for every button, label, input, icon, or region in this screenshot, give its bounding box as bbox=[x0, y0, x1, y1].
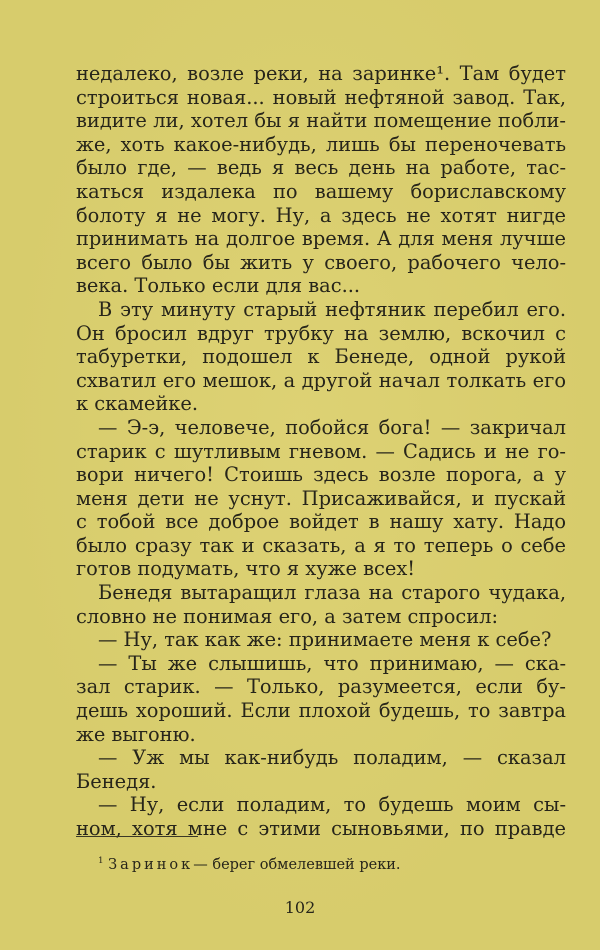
text-line: принимать на долгое время. А для меня лучше bbox=[76, 227, 566, 251]
body-text bbox=[76, 62, 566, 841]
text-line: — Ну, так как же: принимаете меня к себе? bbox=[98, 628, 552, 652]
footnote-term: Заринок bbox=[108, 857, 194, 873]
text-line: дешь хороший. Если плохой будешь, то завтра bbox=[76, 699, 566, 723]
text-line: зал старик. — Только, разумеется, если бу- bbox=[76, 675, 566, 699]
text-line: Бенедя вытаращил глаза на старого чудака, bbox=[98, 581, 566, 605]
text-line: видите ли, хотел бы я найти помещение побли- bbox=[76, 109, 566, 133]
text-line: было сразу так и сказать, а я то теперь о себе bbox=[76, 533, 566, 557]
text-line: ном, хотя мне с этими сыновьями, по правде bbox=[76, 817, 566, 840]
text-line: строиться новая... новый нефтяной завод. Так, bbox=[76, 85, 566, 109]
text-line: — Э-э, человече, побойся бога! — закричал bbox=[98, 415, 566, 439]
text-line: к скамейке. bbox=[76, 392, 199, 416]
text-line: Он бросил вдруг трубку на землю, вскочил с bbox=[76, 321, 566, 345]
text-line: меня дети не уснут. Присаживайся, и пускай bbox=[76, 486, 566, 510]
text-line: было где, — ведь я весь день на работе, тас- bbox=[76, 156, 566, 180]
text-line: недалеко, возле реки, на заринке¹. Там будет bbox=[76, 62, 566, 85]
text-line: старик с шутливым гневом. — Садись и не го- bbox=[76, 439, 566, 463]
text-line: же выгоню. bbox=[76, 722, 196, 746]
text-line: века. Только если для вас... bbox=[76, 274, 361, 298]
text-line: словно не понимая его, а затем спросил: bbox=[76, 604, 499, 628]
footnote-definition: — берег обмелевшей реки. bbox=[193, 857, 401, 873]
footnote bbox=[98, 856, 401, 874]
text-line: же, хоть какое-нибудь, лишь бы переночевать bbox=[76, 132, 566, 156]
text-line: готов подумать, что я хуже всех! bbox=[76, 557, 416, 581]
page-number: 102 bbox=[284, 898, 316, 917]
text-line: болоту я не могу. Ну, а здесь не хотят нигде bbox=[76, 203, 566, 227]
text-line: Бенедя. bbox=[76, 769, 157, 793]
text-line: каться издалека по вашему бориславскому bbox=[76, 179, 566, 203]
footnote-rule bbox=[76, 836, 198, 837]
text-line: с тобой все доброе войдет в нашу хату. Надо bbox=[76, 510, 566, 534]
text-line: — Ну, если поладим, то будешь моим сы- bbox=[98, 793, 566, 817]
footnote-marker: 1 bbox=[98, 856, 104, 867]
text-line: табуретки, подошел к Бенеде, одной рукой bbox=[76, 345, 566, 369]
text-line: схватил его мешок, а другой начал толкать его bbox=[76, 368, 566, 392]
text-line: всего было бы жить у своего, рабочего чело- bbox=[76, 250, 566, 274]
text-line: В эту минуту старый нефтяник перебил его. bbox=[98, 297, 566, 321]
text-line: вори ничего! Стоишь здесь возле порога, а у bbox=[76, 463, 566, 487]
text-line: — Ты же слышишь, что принимаю, — ска- bbox=[98, 651, 566, 675]
text-line: — Уж мы как-нибудь поладим, — сказал bbox=[98, 746, 566, 770]
